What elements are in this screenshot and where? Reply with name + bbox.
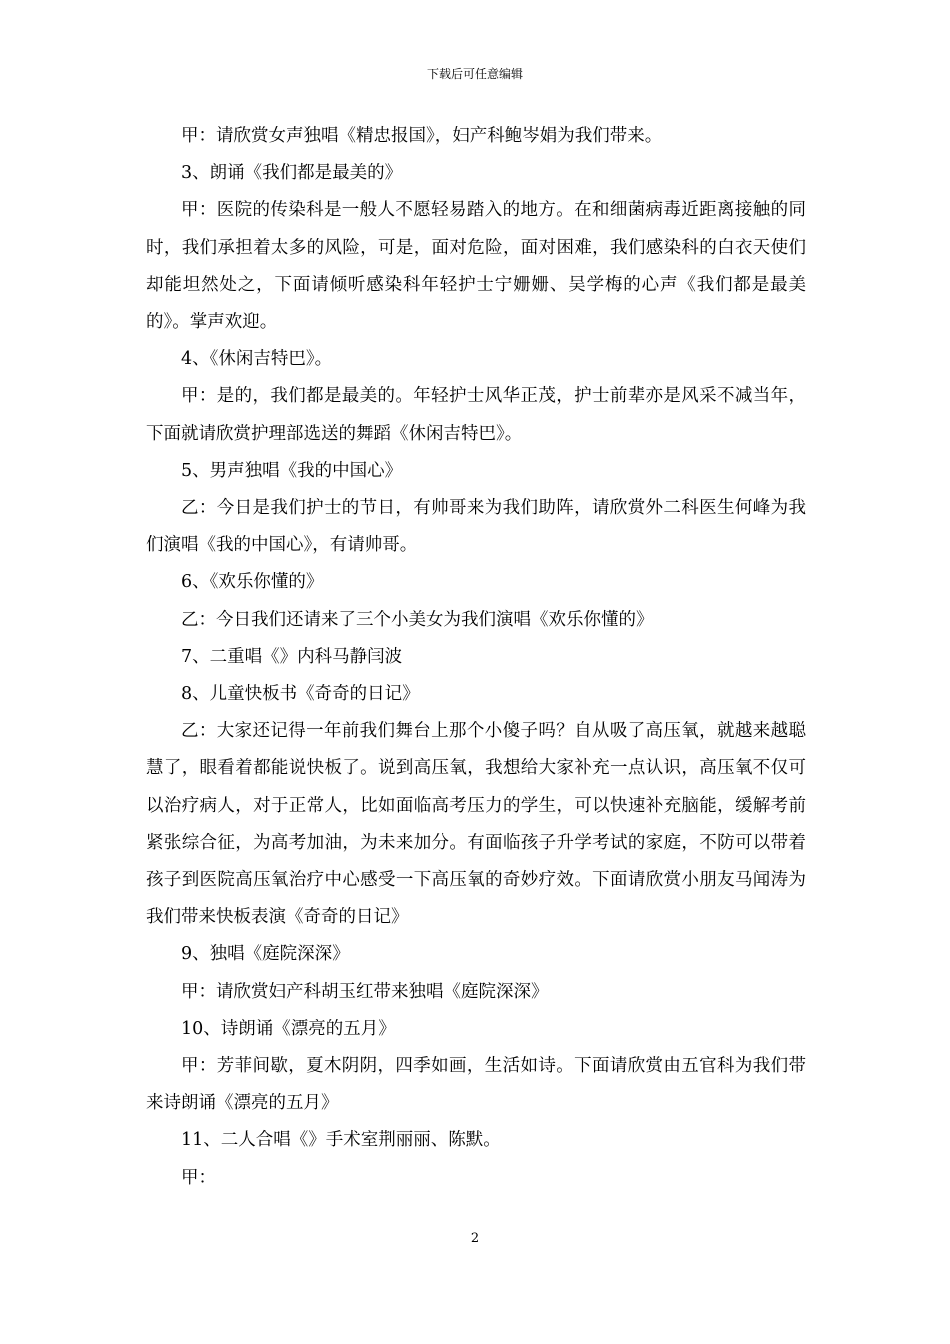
- paragraph: 10、诗朗诵《漂亮的五月》: [181, 1018, 396, 1039]
- page-number: 2: [470, 1231, 480, 1246]
- paragraph: 5、男声独唱《我的中国心》: [181, 460, 403, 481]
- page-header-note: 下载后可任意编辑: [426, 67, 523, 81]
- paragraph: 3、朗诵《我们都是最美的》: [181, 163, 403, 184]
- paragraph: 乙：今日我们还请来了三个小美女为我们演唱《欢乐你懂的》: [181, 609, 654, 630]
- paragraph: 乙：今日是我们护士的节日，有帅哥来为我们助阵，请欣赏外二科医生何峰为我们演唱《我的中国心》，有请帅哥。: [146, 498, 806, 556]
- paragraph: 甲：是的，我们都是最美的。年轻护士风华正茂，护士前辈亦是风采不减当年，下面就请欣赏护理部选送的舞蹈《休闲吉特巴》。: [146, 386, 806, 444]
- document-body: [146, 118, 806, 1197]
- paragraph: 甲：请欣赏女声独唱《精忠报国》，妇产科鲍岑娟为我们带来。: [181, 126, 663, 146]
- paragraph: 乙：大家还记得一年前我们舞台上那个小傻子吗？自从吸了高压氧，就越来越聪慧了，眼看着都能说快板了。说到高压氧，我想给大家补充一点认识，高压氧不仅可以治疗病人，对于正常人，比如面临高考压力的学生，可以快速补充脑能，缓解考前紧张综合征，为高考加油，为未来加分。有面临孩子升学考试的家庭，不防可以带着孩子到医院高压氧治疗中心感受一下高压氧的奇妙疗效。下面请欣赏小朋友马闻涛为我们带来快板表演《奇奇的日记》: [146, 721, 806, 928]
- paragraph: 11、二人合唱《》手术室荆丽丽、陈默。: [181, 1130, 501, 1151]
- paragraph: 8、儿童快板书《奇奇的日记》: [181, 684, 420, 705]
- paragraph: 6、《欢乐你懂的》: [181, 572, 324, 593]
- paragraph: 甲：医院的传染科是一般人不愿轻易踏入的地方。在和细菌病毒近距离接触的同时，我们承担着太多的风险，可是，面对危险，面对困难，我们感染科的白衣天使们却能坦然处之，下面请倾听感染科年轻护士宁姗姗、吴学梅的心声《我们都是最美的》。掌声欢迎。: [146, 200, 806, 333]
- paragraph: 4、《休闲吉特巴》。: [181, 349, 333, 370]
- paragraph: 7、二重唱《》内科马静闫波: [181, 646, 403, 667]
- paragraph: 甲：请欣赏妇产科胡玉红带来独唱《庭院深深》: [181, 981, 549, 1002]
- paragraph: 9、独唱《庭院深深》: [181, 944, 350, 965]
- paragraph: 甲：: [181, 1167, 216, 1188]
- paragraph: 甲：芳菲间歇，夏木阴阴，四季如画，生活如诗。下面请欣赏由五官科为我们带来诗朗诵《漂亮的五月》: [146, 1056, 806, 1114]
